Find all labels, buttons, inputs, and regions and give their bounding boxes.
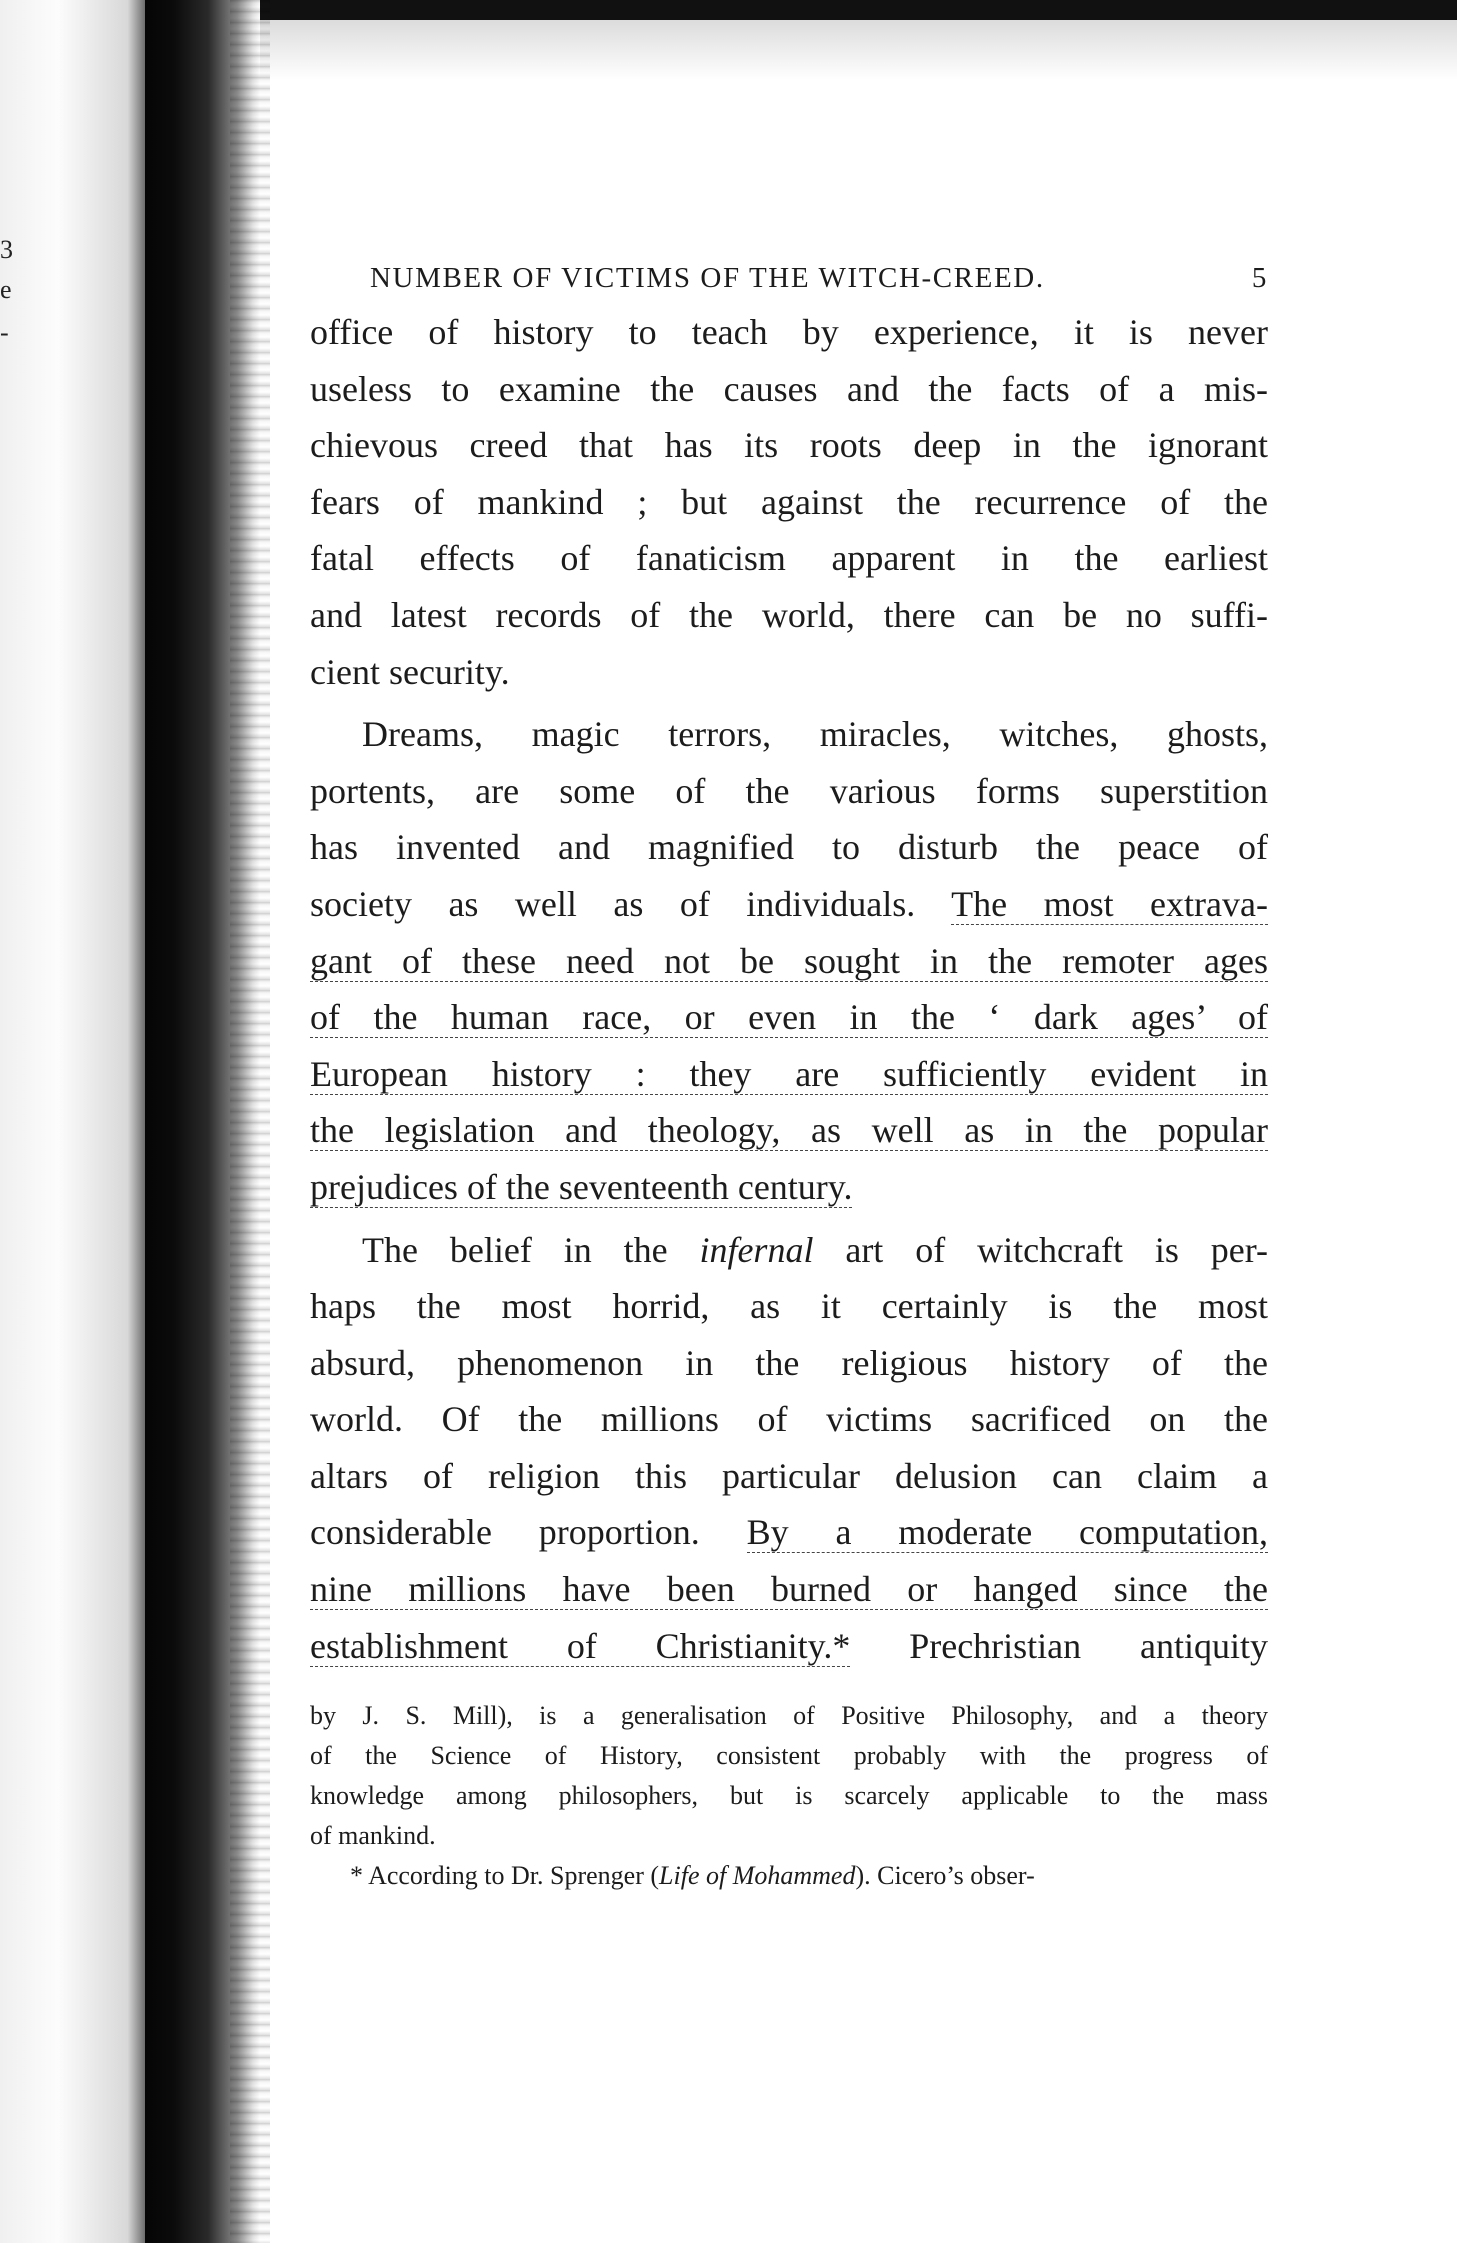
facing-page-glyph: -: [0, 318, 9, 347]
paragraph-1: [310, 304, 1268, 700]
book-page: [310, 250, 1268, 1896]
text-line: [310, 1159, 1268, 1216]
text-line: useless to examine the causes and the facts of a mis-: [310, 368, 1268, 409]
text-line: [310, 1504, 1268, 1561]
text-line: [310, 1046, 1268, 1103]
footnote-line: of the Science of History, consistent probably with the progress of: [310, 1741, 1268, 1771]
running-header: [310, 250, 1268, 304]
underlined-text: the legislation and theology, as well as in the popular: [310, 1110, 1268, 1151]
scan-top-shadow: [250, 20, 1457, 80]
text-line: and latest records of the world, there can be no suffi-: [310, 594, 1268, 635]
footnote-line: by J. S. Mill), is a generalisation of Positive Philosophy, and a theory: [310, 1701, 1268, 1731]
underlined-text: establishment of Christianity.*: [310, 1625, 851, 1666]
text-line: [310, 1618, 1268, 1675]
facing-page-glyph: 3: [0, 235, 13, 264]
text-line: altars of religion this particular delusion can claim a: [310, 1455, 1268, 1496]
body-text: [310, 304, 1268, 1674]
italic-text: infernal: [699, 1229, 814, 1270]
underlined-text: prejudices of the seventeenth century.: [310, 1166, 853, 1207]
text-line: world. Of the millions of victims sacrificed on the: [310, 1399, 1268, 1440]
text-line: [310, 989, 1268, 1046]
text-segment: The belief in the: [362, 1229, 668, 1270]
text-line: cient security.: [310, 651, 510, 692]
facing-page-glyph: e: [0, 275, 12, 304]
underlined-text: The most extrava-: [951, 883, 1268, 924]
text-segment: society as well as of individuals.: [310, 883, 916, 924]
footnotes: [310, 1696, 1268, 1896]
italic-text: Life of Mohammed: [659, 1861, 856, 1891]
text-segment: Prechristian antiquity: [909, 1625, 1268, 1666]
text-line: haps the most horrid, as it certainly is the most: [310, 1286, 1268, 1327]
text-segment: art of witchcraft is per-: [845, 1229, 1269, 1270]
footnote-line: of mankind.: [310, 1821, 436, 1851]
text-line: [310, 876, 1268, 933]
footnote-line: knowledge among philosophers, but is scarcely applicable to the mass: [310, 1781, 1268, 1811]
text-segment: considerable proportion.: [310, 1512, 700, 1553]
gutter-texture: [230, 0, 270, 2243]
paragraph-2: [310, 706, 1268, 1215]
text-line: office of history to teach by experience, it is never: [310, 312, 1268, 352]
facing-page-edge: [0, 0, 145, 2243]
text-line: [310, 933, 1268, 990]
page-number: 5: [1251, 262, 1268, 294]
text-line: has invented and magnified to disturb the peace of: [310, 827, 1268, 868]
underlined-text: By a moderate computation,: [746, 1512, 1268, 1553]
text-line: Dreams, magic terrors, miracles, witches, ghosts,: [362, 714, 1268, 755]
text-line: [310, 1102, 1268, 1159]
underlined-text: European history : they are sufficiently evident in: [310, 1053, 1268, 1094]
running-title: NUMBER OF VICTIMS OF THE WITCH-CREED.: [370, 262, 1045, 294]
paragraph-3: [310, 1222, 1268, 1675]
text-line: absurd, phenomenon in the religious history of the: [310, 1342, 1268, 1383]
underlined-text: of the human race, or even in the ‘ dark ages’ of: [310, 997, 1268, 1038]
text-line: fatal effects of fanaticism apparent in the earliest: [310, 538, 1268, 579]
underlined-text: nine millions have been burned or hanged since the: [310, 1569, 1268, 1610]
text-line: portents, are some of the various forms superstition: [310, 770, 1268, 811]
footnote-line: [310, 1856, 1268, 1896]
underlined-text: gant of these need not be sought in the remoter ages: [310, 940, 1268, 981]
text-line: chievous creed that has its roots deep in the ignorant: [310, 425, 1268, 466]
text-line: [310, 1561, 1268, 1618]
text-segment: ). Cicero’s obser-: [855, 1861, 1035, 1891]
text-line: fears of mankind ; but against the recurrence of the: [310, 481, 1268, 522]
text-line: [310, 1222, 1268, 1279]
text-segment: * According to Dr. Sprenger (: [350, 1861, 660, 1891]
